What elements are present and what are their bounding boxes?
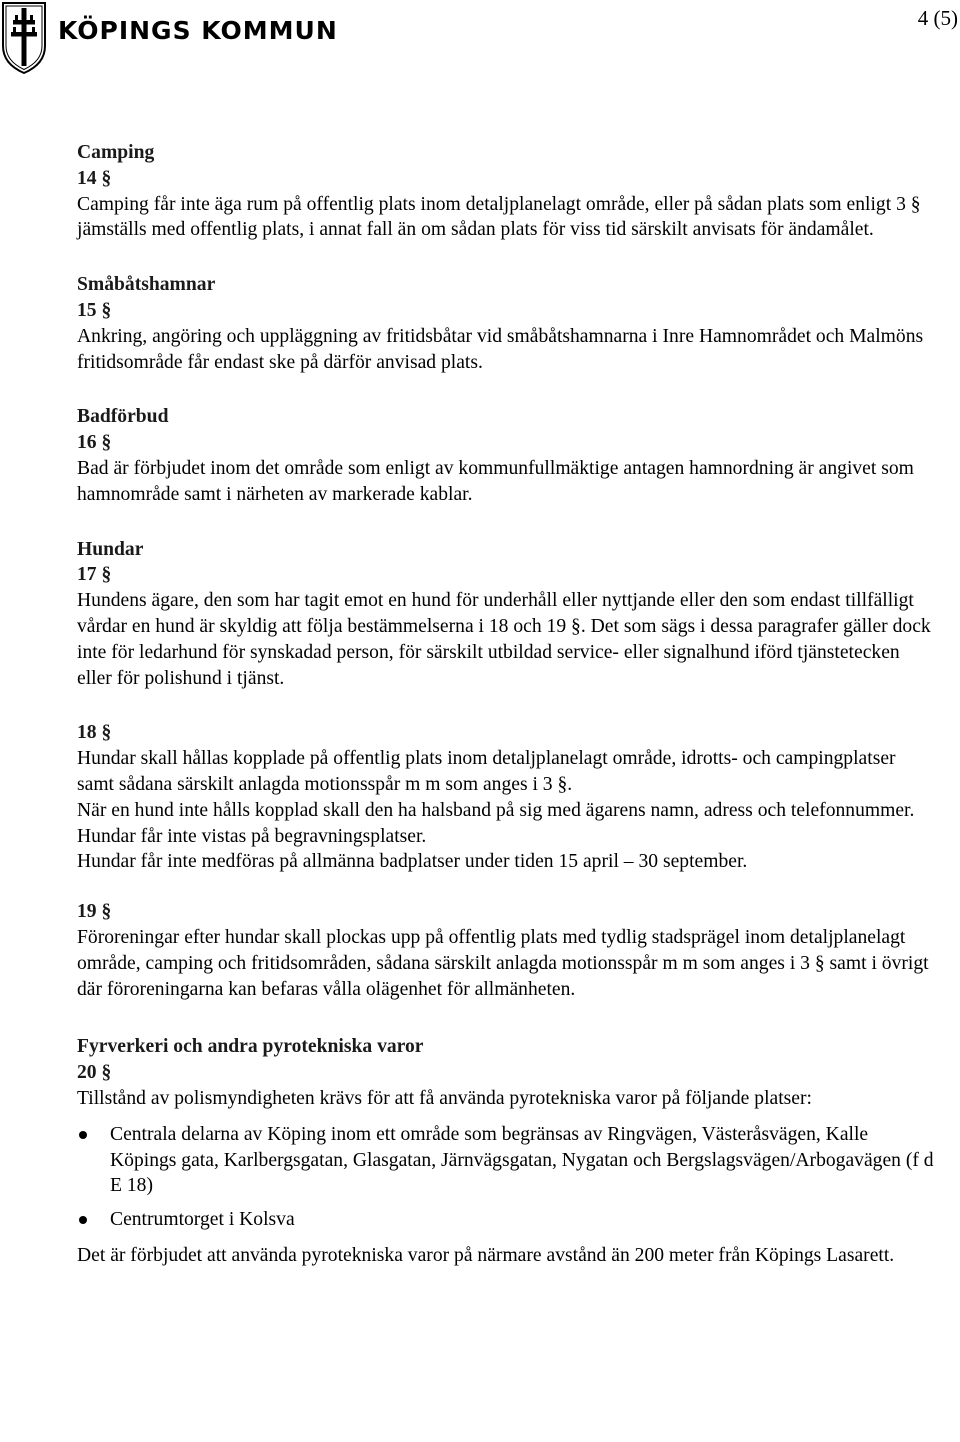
section-19 <box>77 899 937 1002</box>
paragraph-text: Föroreningar efter hundar skall plockas upp på offentlig plats med tydlig stadsprägel inom detaljplanelagt område, camping och fritidsområden, sådana särskilt anlagda motionsspår m m som anges i 3 § samt i övrigt där föroreningarna kan befaras vålla olägenhet för allmänheten. <box>77 926 929 1000</box>
paragraph-text: Det är förbjudet att använda pyrotekniska varor på närmare avstånd än 200 meter från Köpings Lasarett. <box>77 1244 895 1266</box>
page-number: 4 (5) <box>917 6 958 30</box>
section-camping <box>77 140 937 243</box>
paragraph-number: 20 § <box>77 1062 112 1084</box>
section-smabatshamnar <box>77 272 937 375</box>
section-18 <box>77 720 937 875</box>
document-body <box>77 140 937 1269</box>
list-item <box>77 1207 937 1233</box>
paragraph-text: Hundens ägare, den som har tagit emot en hund för underhåll eller nyttjande eller den som endast tillfälligt vårdar en hund är skyldig att följa bestämmelserna i 18 och 19 §. Det som sägs i dessa paragrafer gäller dock inte för ledarhund för synskadad person, för särskilt utbildad service- eller signalhund iförd tjänstetecken eller för polishund i tjänst. <box>77 590 931 689</box>
section-hundar <box>77 537 937 692</box>
list-item-text: Centrala delarna av Köping inom ett område som begränsas av Ringvägen, Västeråsvägen, Kalle Köpings gata, Karlbergsgatan, Glasgatan, Järnvägsgatan, Nygatan och Bergslagsvägen/Arbogavägen (f d E 18) <box>110 1123 934 1197</box>
paragraph-number: 18 § <box>77 722 112 744</box>
section-heading: Badförbud <box>77 406 169 428</box>
section-heading: Småbåtshamnar <box>77 274 216 296</box>
paragraph-text: När en hund inte hålls kopplad skall den ha halsband på sig med ägarens namn, adress och telefonnummer. <box>77 799 915 821</box>
location-list <box>77 1122 937 1233</box>
coat-of-arms-icon <box>2 2 46 74</box>
paragraph-text: Camping får inte äga rum på offentlig plats inom detaljplanelagt område, eller på sådan plats som enligt 3 § jämställs med offentlig plats, i annat fall än om sådan plats för viss tid särskilt anvisats för ändamålet. <box>77 193 921 241</box>
page-header <box>0 0 960 80</box>
list-item <box>77 1122 937 1199</box>
paragraph-text: Hundar skall hållas kopplade på offentlig plats inom detaljplanelagt område, idrotts- och campingplatser samt sådana särskilt anlagda motionsspår m m som anges i 3 §. <box>77 748 896 795</box>
bullet-icon <box>79 1216 87 1224</box>
paragraph-number: 16 § <box>77 432 112 454</box>
municipality-name: KÖPINGS KOMMUN <box>58 16 338 45</box>
paragraph-number: 14 § <box>77 167 112 189</box>
section-badforbud <box>77 404 937 507</box>
paragraph-number: 15 § <box>77 299 112 321</box>
list-item-text: Centrumtorget i Kolsva <box>110 1209 295 1231</box>
paragraph-number: 19 § <box>77 901 112 923</box>
section-fyrverkeri <box>77 1034 937 1268</box>
paragraph-number: 17 § <box>77 564 112 586</box>
section-heading: Camping <box>77 142 155 163</box>
paragraph-text: Bad är förbjudet inom det område som enligt av kommunfullmäktige antagen hamnordning är angivet som hamnområde samt i närheten av markerade kablar. <box>77 457 914 505</box>
paragraph-text: Tillstånd av polismyndigheten krävs för att få använda pyrotekniska varor på följande platser: <box>77 1087 812 1109</box>
paragraph-text: Hundar får inte vistas på begravningsplatser. <box>77 825 427 847</box>
paragraph-text: Hundar får inte medföras på allmänna badplatser under tiden 15 april – 30 september. <box>77 851 748 873</box>
section-heading: Fyrverkeri och andra pyrotekniska varor <box>77 1036 424 1058</box>
bullet-icon <box>79 1131 87 1139</box>
section-heading: Hundar <box>77 538 144 560</box>
paragraph-text: Ankring, angöring och uppläggning av fritidsbåtar vid småbåtshamnarna i Inre Hamnområdet och Malmöns fritidsområde får endast ske på därför anvisad plats. <box>77 325 924 373</box>
